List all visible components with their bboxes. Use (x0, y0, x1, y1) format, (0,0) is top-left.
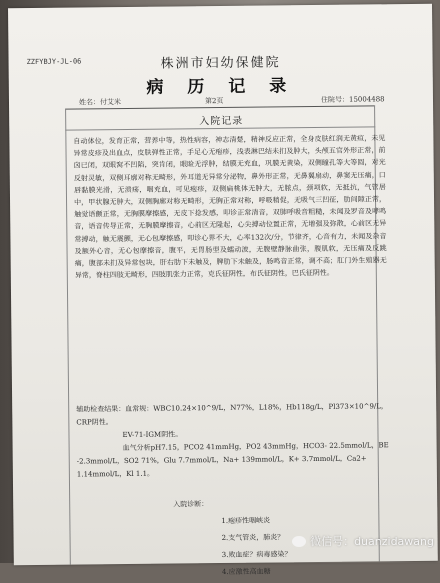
lab-ev71: EV-71-IGM阴性。 (122, 430, 183, 440)
diagnosis-item: 1.疱疹性咽峡炎 (221, 516, 271, 526)
record-title: 病 历 记 录 (146, 76, 296, 98)
watermark-text: 微信号：duanzidawang (310, 535, 434, 548)
left-border (65, 109, 71, 565)
medical-record-page (8, 4, 438, 577)
wechat-icon (292, 536, 306, 547)
page-number: 第2页 (204, 96, 224, 106)
form-code: ZZFYBJY-JL-06 (26, 57, 82, 67)
section-title: 入院记录 (199, 115, 244, 128)
patient-name: 姓名：付艾米 (78, 98, 122, 107)
diagnosis-item: 2.支气管炎，肺炎？ (221, 533, 285, 543)
hospital-name: 株洲市妇幼保健院 (160, 55, 281, 72)
physical-exam-text: 自动体位，发育正常，营养中等，热性病容，神志清楚，精神反应正常，全身皮肤红润无黄疸，未见异常皮疹及出血点，皮肤弹性正常，手足心无疱疹，浅表淋巴结未扪及肿大，头颅五官外形正常，前囟已闭，双眼窝不凹陷，突肯闭，眼睑无浮肿，结膜无充血，巩膜无黄染，双侧瞳孔等大等圆，对光反射灵敏，双侧耳廓对称无畸形，外耳道无异常分泌物，鼻外形正常，无鼻翼扇动，鼻窦无压痛，口唇黏膜光滑，无溃疡，咽充血，可见疱疹，双侧扁桃体无肿大，无脓点，颈项软，无抵抗，气管居中，甲状腺无肿大，双侧胸廓对称无畸形，无胸正常对称，呼吸稍促，无吸气三凹征，肋间隙正常，触觉语颤正常，无胸膜摩擦感，无皮下捻发感，叩诊正常清音，双肺呼吸音粗糙，未闻及罗音及哮鸣音，语音传导正常，无胸膜摩擦音，心前区无隆起，心尖搏动位置正常，无增强及弥散，心前区无异常搏动，触无震颤，无心包摩擦感，叩诊心界不大，心率132次/分，节律齐，心音有力，未闻及杂音及额外心音，无心包摩擦音，腹平，无胃肠型及蠕动波，无腹壁静脉曲张，腹肌软，无压痛及反跳痛，腹部未扪及异常包块，肝右肋下未触及，脾肋下未触及，肠鸣音正常，调不高；肛门外生殖器无异常，脊柱四肢无畸形，四肢肌张力正常，克氏征阴性，布氏征阴性，巴氏征阴性。 (73, 134, 387, 280)
diagnosis-item: 4.应激性高血糖 (221, 567, 271, 577)
diagnosis-label: 入院诊断： (173, 500, 209, 509)
admission-number: 住院号：15004488 (320, 95, 385, 104)
admission-diagnosis (173, 495, 292, 581)
lab-blood-routine: 辅助检查结果：血常规：WBC10.24×10^9/L，N77%，L18%，Hb118g/L，Pl373×10^9/L，CRP阴性。 (76, 402, 388, 427)
lab-results (76, 400, 393, 481)
wechat-watermark (292, 533, 434, 549)
lab-blood-gas: 血气分析pH7.15，PCO2 41mmHg，PO2 43mmHg，HCO3- 22.5mmol/L，BE -2.3mmol/L，SO2 71%，Glu 7.7mmol/L，Na+ 139mmol/L，K+ 3.7mmol/L，Ca2+ 1.14mmol/L，Kl 1.1。 (76, 441, 389, 479)
diagnosis-item: 3.败血症？病毒感染？ (221, 550, 292, 560)
